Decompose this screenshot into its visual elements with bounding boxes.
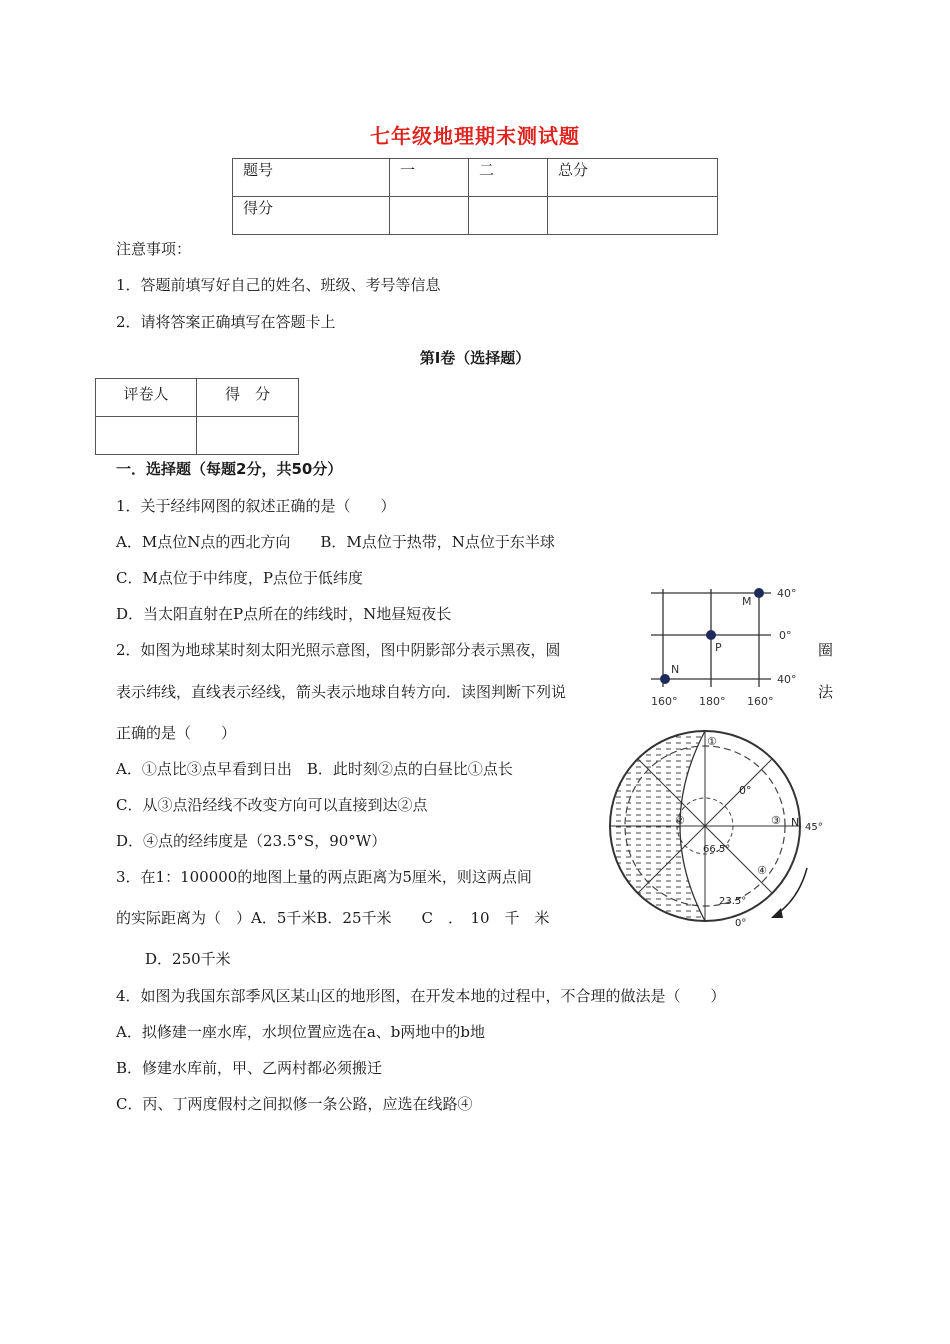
score-cell-total[interactable] (548, 197, 718, 235)
globe-marker: ① (707, 735, 717, 748)
point-n-marker (660, 674, 670, 684)
note-item: 1．答题前填写好自己的姓名、班级、考号等信息 (116, 276, 441, 294)
question-stem: 圈 (818, 641, 834, 659)
score-table (232, 158, 718, 235)
globe-label: 23.5° (719, 896, 747, 907)
point-label: M (742, 595, 752, 608)
score-cell-2[interactable] (469, 197, 548, 235)
globe-marker: ③ (771, 814, 781, 827)
question-stem: 表示纬线，直线表示经线，箭头表示地球自转方向．读图判断下列说 (116, 683, 567, 701)
question-stem: 法 (818, 683, 834, 701)
grader-score-label: 得 分 (197, 379, 299, 417)
question-stem: 正确的是（ ） (116, 724, 237, 742)
globe-label: 0° (739, 784, 752, 797)
lat-lon-grid-figure (645, 575, 815, 715)
part-heading: 一．选择题（每题2分，共50分） (116, 460, 343, 478)
longitude-label: 180° (699, 695, 726, 708)
score-table-row-label: 得分 (233, 197, 390, 235)
question-option: C．从③点沿经线不改变方向可以直接到达②点 (116, 796, 428, 814)
section-title: 第Ⅰ卷（选择题） (419, 349, 531, 367)
rotation-arrow-head (771, 908, 783, 918)
question-option: D．250千米 (145, 950, 231, 968)
question-stem: 1．关于经纬网图的叙述正确的是（ ） (116, 497, 396, 515)
point-m-marker (754, 588, 764, 598)
globe-label: 0° (735, 918, 747, 929)
question-stem: 4．如图为我国东部季风区某山区的地形图，在开发本地的过程中，不合理的做法是（ ） (116, 987, 726, 1005)
grader-label: 评卷人 (96, 379, 197, 417)
grader-table (95, 378, 299, 455)
question-stem: 3．在1：100000的地图上量的两点距离为5厘米，则这两点间 (116, 868, 532, 886)
grader-name-cell[interactable] (96, 417, 197, 455)
question-option: A．拟修建一座水库，水坝位置应选在a、b两地中的b地 (116, 1023, 485, 1041)
score-table-header-cell: 二 (469, 159, 548, 197)
globe-marker: ④ (757, 864, 767, 877)
score-table-header-cell: 总分 (548, 159, 718, 197)
latitude-label: 40° (777, 673, 797, 686)
question-option: A．①点比③点早看到日出 B．此时刻②点的白昼比①点长 (116, 760, 513, 778)
question-option: C．丙、丁两度假村之间拟修一条公路，应选在线路④ (116, 1095, 473, 1113)
grader-score-cell[interactable] (197, 417, 299, 455)
longitude-label: 160° (747, 695, 774, 708)
globe-label: 66.5° (703, 844, 731, 855)
point-label: P (715, 641, 722, 654)
globe-illumination-figure (595, 728, 835, 933)
question-option: D．④点的经纬度是（23.5°S，90°W） (116, 832, 387, 850)
globe-marker: ② (675, 814, 685, 827)
latitude-label: 40° (777, 587, 797, 600)
rotation-arrow (777, 868, 807, 914)
latitude-label: 0° (779, 629, 792, 642)
score-cell-1[interactable] (390, 197, 469, 235)
question-option: D．当太阳直射在P点所在的纬线时，N地昼短夜长 (116, 605, 452, 623)
notes-heading: 注意事项： (116, 240, 192, 258)
question-stem: 的实际距离为（ ）A．5千米B．25千米 C ． 10 千 米 (116, 909, 550, 927)
score-table-header-cell: 题号 (233, 159, 390, 197)
globe-label: N (791, 816, 800, 829)
score-table-header-cell: 一 (390, 159, 469, 197)
question-option: A．M点位N点的西北方向 B．M点位于热带，N点位于东半球 (116, 533, 555, 551)
note-item: 2．请将答案正确填写在答题卡上 (116, 313, 336, 331)
point-p-marker (706, 630, 716, 640)
question-option: C．M点位于中纬度，P点位于低纬度 (116, 569, 363, 587)
point-label: N (671, 663, 680, 676)
longitude-label: 160° (651, 695, 678, 708)
question-stem: 2．如图为地球某时刻太阳光照示意图，图中阴影部分表示黑夜，圆 (116, 641, 561, 659)
question-option: B．修建水库前，甲、乙两村都必须搬迁 (116, 1059, 383, 1077)
globe-label: 45° (805, 822, 823, 833)
page-title: 七年级地理期末测试题 (370, 124, 580, 148)
